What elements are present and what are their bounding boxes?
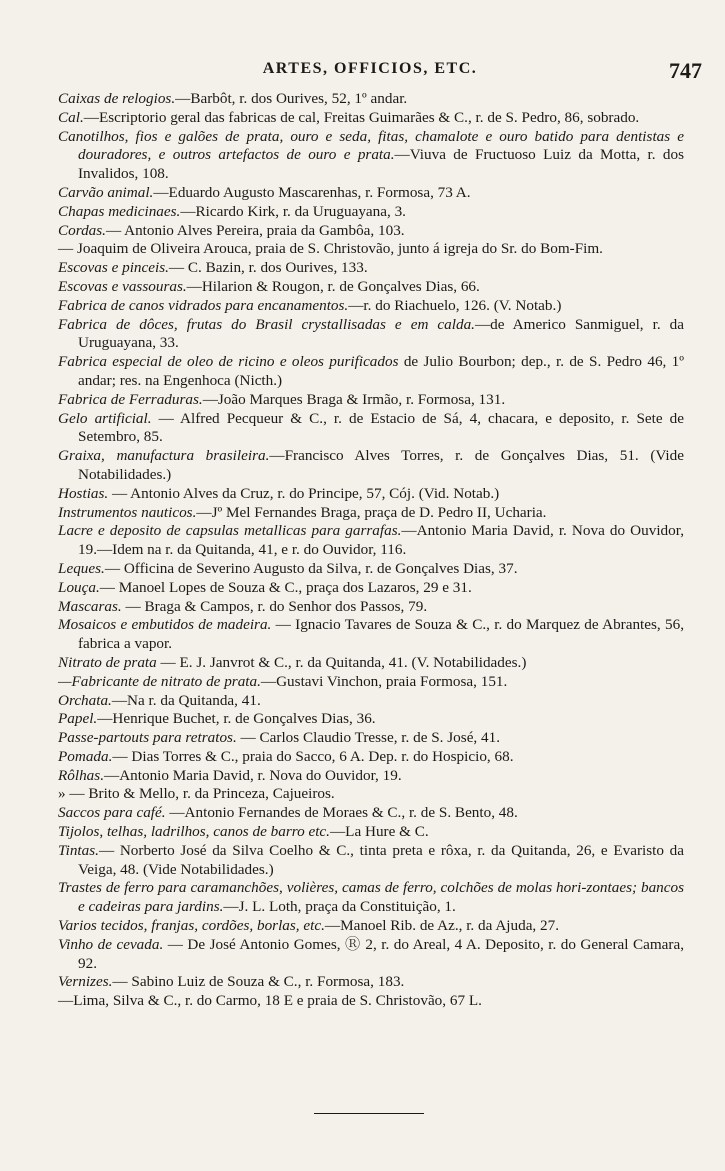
entry-term: Carvão animal. — [58, 183, 154, 201]
entry-term: Lacre e deposito de capsulas metallicas para garrafas. — [58, 522, 402, 540]
entry-term: Caixas de relogios. — [58, 90, 176, 107]
directory-entry — [58, 804, 684, 823]
entry-term: Tijolos, telhas, ladrilhos, canos de barro etc. — [58, 823, 330, 841]
entry-text: —r. do Riachuelo, 126. (V. Notab.) — [348, 296, 562, 314]
entry-text: — De José Antonio Gomes, Ⓡ 2, r. do Areal, 4 A. Deposito, r. do General Camara, 92. — [78, 935, 684, 972]
entry-text: — Norberto José da Silva Coelho & C., tinta preta e rôxa, r. da Quitanda, 26, e Evaristo da Veiga, 48. (Vide Notabilidades.) — [78, 841, 684, 878]
entry-term: Escovas e vassouras. — [58, 277, 187, 295]
directory-entries — [58, 90, 684, 1011]
entry-text: —Antonio Maria David, r. Nova do Ouvidor, 19.—Idem na r. da Quitanda, 41, e r. do Ouvidor, 116. — [78, 522, 684, 559]
directory-entry — [58, 767, 684, 786]
directory-entry — [58, 128, 684, 184]
directory-entry — [58, 748, 684, 767]
directory-entry — [58, 710, 684, 729]
entry-text: —João Marques Braga & Irmão, r. Formosa, 131. — [202, 390, 506, 408]
entry-term: Escovas e pinceis. — [58, 259, 169, 277]
entry-term: Louça. — [58, 578, 100, 596]
entry-text: — E. J. Janvrot & C., r. da Quitanda, 41. (V. Notabilidades.) — [156, 653, 527, 671]
entry-term: Fabrica de Ferraduras. — [58, 390, 203, 408]
directory-entry — [58, 842, 684, 880]
directory-entry — [58, 522, 684, 560]
entry-term: Fabrica especial de oleo de ricino e oleos purificados — [58, 353, 399, 371]
entry-term: Gelo artificial. — [58, 409, 152, 427]
entry-text: —Antonio Fernandes de Moraes & C., r. de S. Bento, 48. — [165, 804, 518, 822]
entry-text: —Ricardo Kirk, r. da Uruguayana, 3. — [180, 202, 406, 220]
entry-term: Graixa, manufactura brasileira. — [58, 447, 270, 465]
directory-entry — [58, 109, 684, 128]
entry-term: Vernizes. — [58, 973, 113, 991]
entry-text: —Na r. da Quitanda, 41. — [111, 691, 261, 709]
entry-text: —Viuva de Fructuoso Luiz da Motta, r. dos Invalidos, 108. — [78, 146, 684, 183]
entry-text: —Manoel Rib. de Az., r. da Ajuda, 27. — [324, 917, 560, 935]
entry-text: de Julio Bourbon; dep., r. de S. Pedro 46, 1º andar; res. na Engenhoca (Nicth.) — [78, 353, 684, 389]
directory-entry — [58, 278, 684, 297]
directory-entry — [58, 823, 684, 842]
directory-entry — [58, 259, 684, 278]
entry-text: — Antonio Alves Pereira, praia da Gambôa, 103. — [105, 221, 405, 239]
directory-entry — [58, 936, 684, 974]
entry-term: Pomada. — [58, 747, 113, 765]
entry-term: Hostias. — [58, 484, 109, 502]
entry-text: — Antonio Alves da Cruz, r. do Principe, 57, Cój. (Vid. Notab.) — [108, 484, 500, 502]
directory-entry — [58, 297, 684, 316]
entry-term: Passe-partouts para retratos. — [58, 729, 237, 747]
directory-entry — [58, 917, 684, 936]
entry-term: Mosaicos e embutidos de madeira. — [58, 616, 272, 634]
entry-term: Fabrica de canos vidrados para encanamentos. — [58, 296, 349, 314]
entry-text: — Ignacio Tavares de Souza & C., r. do Marquez de Abrantes, 56, fabrica a vapor. — [78, 616, 685, 653]
entry-text: — Officina de Severino Augusto da Silva, r. de Gonçalves Dias, 37. — [104, 559, 518, 577]
page-header — [60, 58, 702, 84]
directory-entry — [58, 616, 684, 654]
entry-term: Tintas. — [58, 841, 99, 859]
directory-entry — [58, 485, 684, 504]
entry-text: » — Brito & Mello, r. da Princeza, Cajueiros. — [58, 785, 335, 803]
directory-entry — [58, 316, 684, 354]
entry-term: Canotilhos, fios e galões de prata, ouro e seda, fitas, chamalote e ouro batido para dentistas e douradores, e outros artefactos de ouro e prata. — [58, 127, 684, 164]
entry-term: Rôlhas. — [58, 766, 104, 784]
directory-entry — [58, 729, 684, 748]
directory-entry — [58, 504, 684, 523]
entry-text: — Alfred Pecqueur & C., r. de Estacio de Sá, 4, chacara, e deposito, r. Sete de Setembro, 85. — [78, 409, 684, 446]
directory-entry — [58, 879, 684, 917]
directory-entry — [58, 973, 684, 992]
directory-entry — [58, 410, 684, 448]
entry-text: —Barbôt, r. dos Ourives, 52, 1º andar. — [175, 90, 408, 107]
entry-term: —Fabricante de nitrato de prata. — [58, 672, 261, 690]
entry-term: Vinho de cevada. — [58, 935, 164, 953]
entry-term: Nitrato de prata — [58, 653, 157, 671]
directory-entry — [58, 598, 684, 617]
end-rule — [314, 1113, 424, 1114]
directory-entry — [58, 222, 684, 241]
entry-text: —Gustavi Vinchon, praia Formosa, 151. — [260, 672, 508, 690]
directory-entry — [58, 654, 684, 673]
entry-text: — C. Bazin, r. dos Ourives, 133. — [168, 259, 368, 277]
directory-entry — [58, 90, 684, 109]
directory-entry — [58, 692, 684, 711]
entry-term: Cordas. — [58, 221, 106, 239]
entry-text: —Francisco Alves Torres, r. de Gonçalves Dias, 51. (Vide Notabilidades.) — [78, 447, 684, 483]
entry-text: —Henrique Buchet, r. de Gonçalves Dias, 36. — [97, 710, 376, 728]
entry-text: — Joaquim de Oliveira Arouca, praia de S. Christovão, junto á igreja do Sr. do Bom-Fim. — [58, 240, 603, 258]
entry-term: Trastes de ferro para caramanchões, volières, camas de ferro, colchões de molas hori-zontaes; bancos e cadeiras para jardins. — [58, 879, 684, 916]
entry-text: — Carlos Claudio Tresse, r. de S. José, 41. — [236, 729, 501, 747]
entry-text: —La Hure & C. — [329, 823, 429, 841]
directory-entry — [58, 785, 684, 804]
entry-term: Fabrica de dôces, frutas do Brasil crystallisadas e em calda. — [58, 315, 475, 333]
directory-entry — [58, 992, 684, 1011]
directory-entry — [58, 353, 684, 391]
entry-text: —Antonio Maria David, r. Nova do Ouvidor, 19. — [104, 766, 402, 784]
entry-text: —Lima, Silva & C., r. do Carmo, 18 E e praia de S. Christovão, 67 L. — [58, 992, 482, 1010]
entry-term: Varios tecidos, franjas, cordões, borlas, etc. — [58, 917, 325, 935]
directory-entry — [58, 560, 684, 579]
entry-text: — Manoel Lopes de Souza & C., praça dos Lazaros, 29 e 31. — [99, 578, 472, 596]
directory-entry — [58, 391, 684, 410]
entry-text: —de Americo Sanmiguel, r. da Uruguayana, 33. — [78, 315, 684, 352]
entry-text: — Dias Torres & C., praia do Sacco, 6 A. Dep. r. do Hospicio, 68. — [112, 747, 514, 765]
entry-term: Mascaras. — [58, 597, 122, 615]
entry-term: Saccos para café. — [58, 804, 166, 822]
entry-term: Instrumentos nauticos. — [58, 503, 197, 521]
directory-entry — [58, 673, 684, 692]
entry-term: Cal. — [58, 108, 84, 126]
directory-entry — [58, 203, 684, 222]
entry-term: Orchata. — [58, 691, 112, 709]
entry-term: Chapas medicinaes. — [58, 202, 181, 220]
directory-entry — [58, 184, 684, 203]
directory-entry — [58, 447, 684, 485]
entry-text: — Sabino Luiz de Souza & C., r. Formosa, 183. — [112, 973, 405, 991]
entry-term: Papel. — [58, 710, 98, 728]
entry-text: —Eduardo Augusto Mascarenhas, r. Formosa, 73 A. — [153, 183, 471, 201]
page-number: 747 — [669, 58, 702, 83]
entry-text: —Escriptorio geral das fabricas de cal, Freitas Guimarães & C., r. de S. Pedro, 86, sobrado. — [83, 108, 640, 126]
entry-term: Leques. — [58, 559, 105, 577]
directory-entry — [58, 240, 684, 259]
entry-text: —J. L. Loth, praça da Constituição, 1. — [223, 898, 456, 916]
running-title: ARTES, OFFICIOS, ETC. — [262, 60, 478, 77]
entry-text: — Braga & Campos, r. do Senhor dos Passos, 79. — [121, 597, 428, 615]
entry-text: —Jº Mel Fernandes Braga, praça de D. Pedro II, Ucharia. — [196, 503, 547, 521]
directory-entry — [58, 579, 684, 598]
entry-text: —Hilarion & Rougon, r. de Gonçalves Dias, 66. — [186, 277, 480, 295]
